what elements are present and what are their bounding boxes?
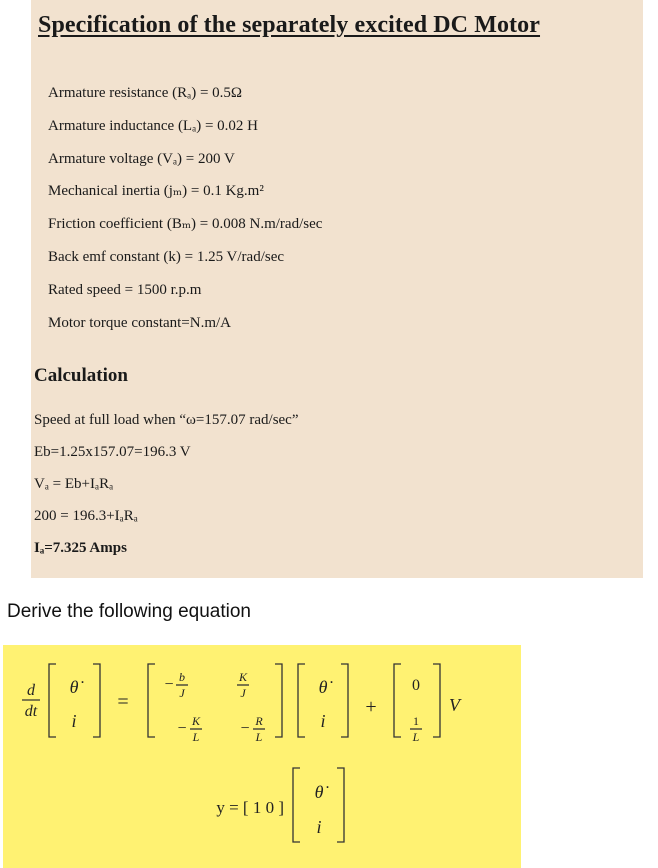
equals-sign: = bbox=[117, 691, 129, 713]
l-symbol: L bbox=[255, 730, 263, 744]
bracket-left bbox=[298, 664, 305, 737]
spec-item: Rated speed = 1500 r.p.m bbox=[48, 281, 202, 298]
minus-sign: − bbox=[164, 676, 174, 693]
spec-item: Back emf constant (k) = 1.25 V/rad/sec bbox=[48, 248, 285, 265]
calculation-line: Eb=1.25x157.07=196.3 V bbox=[34, 444, 191, 460]
j-symbol: J bbox=[240, 686, 246, 700]
zero-entry: 0 bbox=[412, 677, 420, 694]
spec-item: Mechanical inertia (jₘ) = 0.1 Kg.m² bbox=[48, 183, 264, 200]
one-symbol: 1 bbox=[413, 714, 419, 728]
bracket-right bbox=[433, 664, 440, 737]
b-symbol: b bbox=[179, 670, 185, 684]
bracket-right bbox=[93, 664, 100, 737]
theta-dot: θ̇ bbox=[318, 677, 328, 697]
derivative-denominator: dt bbox=[24, 703, 38, 720]
calculation-line: 200 = 196.3+IₐRₐ bbox=[34, 508, 138, 524]
calculation-heading: Calculation bbox=[34, 365, 128, 386]
spec-item: Armature voltage (Vₐ) = 200 V bbox=[48, 150, 235, 167]
bracket-right bbox=[337, 768, 344, 842]
bracket-left bbox=[394, 664, 401, 737]
derive-instruction: Derive the following equation bbox=[7, 601, 251, 622]
l-symbol: L bbox=[192, 730, 200, 744]
state-space-equation bbox=[3, 645, 521, 868]
bracket-left bbox=[293, 768, 300, 842]
equation-panel bbox=[3, 645, 521, 868]
specification-panel bbox=[31, 0, 643, 578]
current-i: i bbox=[320, 711, 326, 731]
k-symbol: K bbox=[191, 714, 201, 728]
r-symbol: R bbox=[255, 714, 263, 728]
bracket-right bbox=[341, 664, 348, 737]
plus-sign: + bbox=[365, 696, 377, 718]
l-symbol: L bbox=[412, 730, 420, 744]
spec-item: Motor torque constant=N.m/A bbox=[48, 314, 232, 331]
current-i: i bbox=[71, 711, 77, 731]
output-equation: y = [ 1 0 ] bbox=[216, 798, 284, 817]
bracket-left bbox=[148, 664, 155, 737]
j-symbol: J bbox=[179, 686, 185, 700]
current-i: i bbox=[316, 817, 322, 837]
spec-item: Armature resistance (Rₐ) = 0.5Ω bbox=[48, 85, 243, 101]
calculation-result: Iₐ=7.325 Amps bbox=[34, 540, 127, 556]
minus-sign: − bbox=[177, 720, 187, 737]
minus-sign: − bbox=[240, 720, 250, 737]
theta-dot: θ̇ bbox=[314, 782, 324, 802]
theta-dot: θ̇ bbox=[69, 677, 79, 697]
spec-item: Armature inductance (Lₐ) = 0.02 H bbox=[48, 117, 258, 134]
calculation-list bbox=[34, 410, 299, 570]
voltage-v: V bbox=[449, 695, 460, 715]
calculation-line: Speed at full load when “ω=157.07 rad/sec” bbox=[34, 412, 299, 428]
spec-title: Specification of the separately excited DC Motor bbox=[38, 12, 541, 38]
derivative-numerator: d bbox=[27, 682, 35, 699]
spec-list bbox=[48, 83, 322, 345]
k-symbol: K bbox=[238, 670, 248, 684]
bracket-right bbox=[275, 664, 282, 737]
bracket-left bbox=[49, 664, 56, 737]
spec-item: Friction coefficient (Bₘ) = 0.008 N.m/rad/sec bbox=[48, 216, 323, 233]
calculation-line: Vₐ = Eb+IₐRₐ bbox=[34, 476, 114, 492]
